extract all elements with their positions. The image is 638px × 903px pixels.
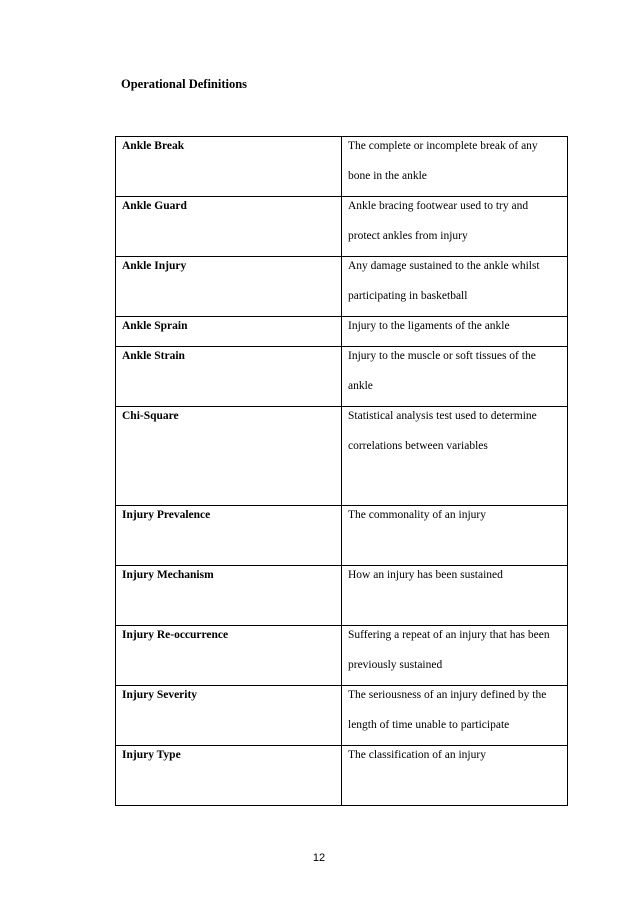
term-cell: [116, 197, 342, 257]
definition-cell: [342, 197, 568, 257]
definition-text: Statistical analysis test used to determine correlations between variables: [348, 410, 537, 452]
definition-cell: [342, 686, 568, 746]
term-text: Injury Re-occurrence: [122, 629, 229, 641]
table-row: [116, 746, 568, 806]
term-text: Ankle Break: [122, 140, 185, 152]
definition-text: The classification of an injury: [348, 749, 486, 761]
definition-text: Ankle bracing footwear used to try and protect ankles from injury: [348, 200, 529, 242]
page-number: 12: [312, 852, 326, 864]
table-row: [116, 407, 568, 506]
definition-cell: [342, 347, 568, 407]
definition-text: Injury to the muscle or soft tissues of the ankle: [348, 350, 536, 392]
table-row: [116, 137, 568, 197]
definitions-table: [115, 136, 568, 806]
term-text: Injury Type: [122, 749, 181, 761]
definition-text: Injury to the ligaments of the ankle: [348, 320, 510, 332]
definition-text: The seriousness of an injury defined by the length of time unable to participate: [348, 689, 547, 731]
definition-cell: [342, 746, 568, 806]
table-row: [116, 506, 568, 566]
table-row: [116, 626, 568, 686]
term-cell: [116, 137, 342, 197]
term-text: Injury Severity: [122, 689, 198, 701]
term-text: Ankle Guard: [122, 200, 187, 212]
term-text: Injury Mechanism: [122, 569, 214, 581]
term-text: Ankle Sprain: [122, 320, 188, 332]
table-row: [116, 566, 568, 626]
definition-cell: [342, 257, 568, 317]
term-cell: [116, 407, 342, 506]
definition-cell: [342, 566, 568, 626]
definition-cell: [342, 407, 568, 506]
definition-text: Suffering a repeat of an injury that has been previously sustained: [348, 629, 550, 671]
term-cell: [116, 257, 342, 317]
definition-text: The commonality of an injury: [348, 509, 486, 521]
definition-cell: [342, 506, 568, 566]
section-heading: Operational Definitions: [121, 77, 248, 91]
term-cell: [116, 506, 342, 566]
definition-text: Any damage sustained to the ankle whilst participating in basketball: [348, 260, 540, 302]
term-text: Injury Prevalence: [122, 509, 211, 521]
term-cell: [116, 317, 342, 347]
definition-text: The complete or incomplete break of any bone in the ankle: [348, 140, 538, 182]
term-text: Ankle Strain: [122, 350, 185, 362]
definition-cell: [342, 137, 568, 197]
table-row: [116, 686, 568, 746]
table-row: [116, 347, 568, 407]
term-cell: [116, 347, 342, 407]
term-text: Ankle Injury: [122, 260, 187, 272]
term-text: Chi-Square: [122, 410, 179, 422]
table-row: [116, 197, 568, 257]
definition-text: How an injury has been sustained: [348, 569, 503, 581]
term-cell: [116, 746, 342, 806]
table-row: [116, 257, 568, 317]
term-cell: [116, 566, 342, 626]
definition-cell: [342, 626, 568, 686]
term-cell: [116, 686, 342, 746]
term-cell: [116, 626, 342, 686]
